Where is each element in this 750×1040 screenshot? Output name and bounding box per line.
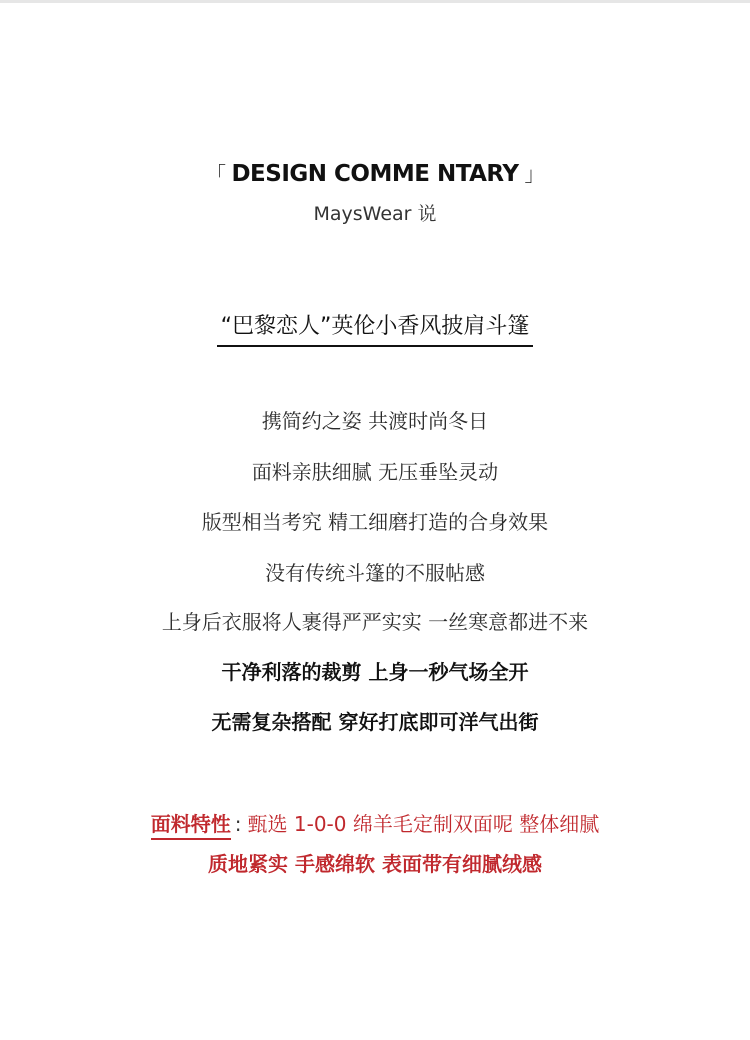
description-line: 面料亲肤细腻 无压垂坠灵动 [251, 460, 499, 484]
description-line: 没有传统斗篷的不服帖感 [265, 561, 485, 585]
fabric-detail-line: 质地紧实 手感绵软 表面带有细腻绒感 [208, 852, 542, 876]
description-bold-line: 无需复杂搭配 穿好打底即可洋气出街 [211, 710, 539, 734]
product-title: “巴黎恋人”英伦小香风披肩斗篷 [217, 310, 534, 347]
brand-says-subtitle: MaysWear 说 [313, 203, 437, 225]
description-line: 上身后衣服将人裹得严严实实 一丝寒意都进不来 [161, 610, 589, 634]
fabric-feature-text: 甄选 1-0-0 绵羊毛定制双面呢 整体细腻 [247, 812, 600, 836]
top-divider [0, 0, 750, 3]
design-commentary-title: DESIGN COMME NTARY [231, 161, 519, 187]
bracket-open: 「 [205, 162, 226, 186]
description-bold-line: 干净利落的裁剪 上身一秒气场全开 [221, 660, 529, 684]
bracket-close: 」 [524, 162, 545, 186]
fabric-colon: : [234, 812, 242, 836]
design-commentary-heading [0, 158, 750, 190]
fabric-feature-label: 面料特性 [151, 810, 231, 840]
fabric-feature-line [0, 808, 750, 840]
description-line: 版型相当考究 精工细磨打造的合身效果 [201, 510, 549, 534]
product-title-wrapper [0, 310, 750, 347]
description-line: 携简约之姿 共渡时尚冬日 [261, 409, 489, 433]
